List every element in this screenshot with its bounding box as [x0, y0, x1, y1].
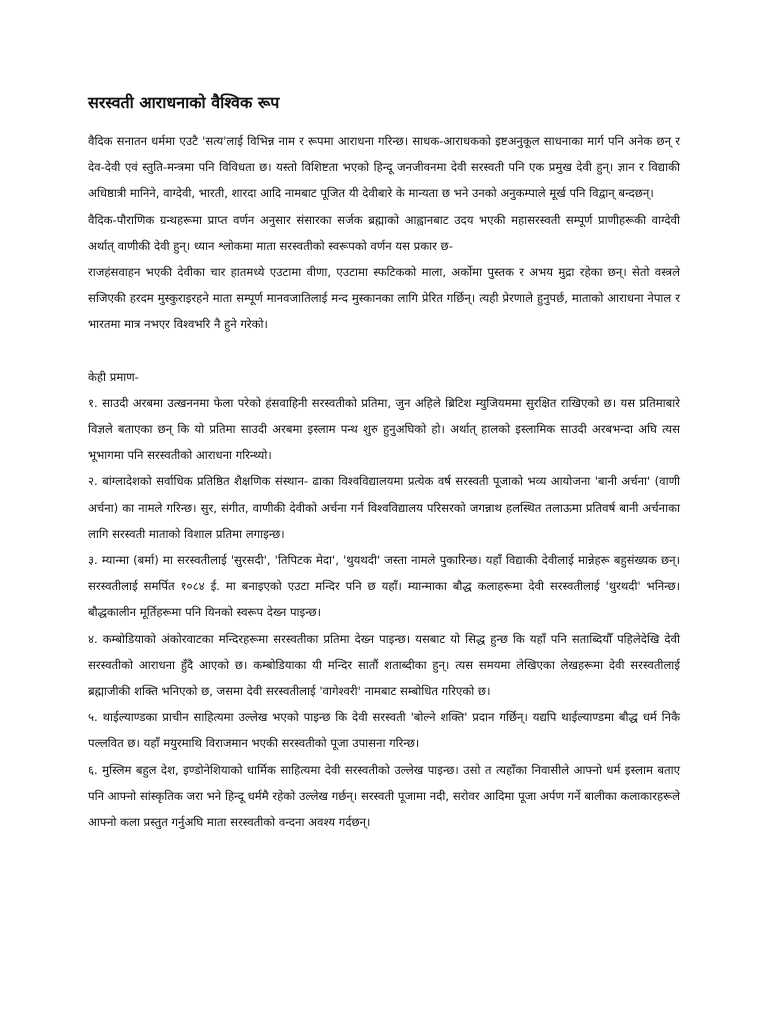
paragraph-spacer — [88, 338, 680, 364]
evidence-heading: केही प्रमाण- — [88, 369, 139, 384]
evidence-item-6: ६. मुस्लिम बहुल देश, इण्डोनेशियाको धार्मिक साहित्यमा देवी सरस्वतीको उल्लेख पाइन्छ। उसो त त्यहाँका निवासीले आफ्नो धर्म इस्लाम बताए पनि आफ्नो सांस्कृतिक जरा भने हिन्दू धर्ममै रहेको उल्लेख गर्छन्। सरस्वती पूजामा नदी, सरोवर आदिमा पूजा अर्पण गर्ने बालीका कलाकारहरूले आफ्नो कला प्रस्तुत गर्नुअघि माता सरस्वतीको वन्दना अवश्य गर्दछन्। — [88, 762, 680, 830]
evidence-item-5: ५. थाईल्याण्डका प्राचीन साहित्यमा उल्लेख भएको पाइन्छ कि देवी सरस्वती 'बोल्ने शक्ति' प्रदान गर्छिन्। यद्यपि थाईल्याण्डमा बौद्ध धर्म निकै पल्लवित छ। यहाँ मयुरमाथि विराजमान भएकी सरस्वतीको पूजा उपासना गरिन्छ। — [88, 710, 680, 751]
evidence-item-4: ४. कम्बोडियाको अंकोरवाटका मन्दिरहरूमा सरस्वतीका प्रतिमा देख्न पाइन्छ। यसबाट यो सिद्ध हुन्छ कि यहाँ पनि सताब्दियौँ पहिलेदेखि देवी सरस्वतीको आराधना हुँदै आएको छ। कम्बोडियाका यी मन्दिर सातौं शताब्दीका हुन्। त्यस समयमा लेखिएका लेखहरूमा देवी सरस्वतीलाई ब्रह्माजीकी शक्ति भनिएको छ, जसमा देवी सरस्वतीलाई 'वागेश्वरी' नामबाट सम्बोधित गरिएको छ। — [88, 631, 680, 699]
evidence-item-3: ३. म्यान्मा (बर्मा) मा सरस्वतीलाई 'सुरसदी', 'तिपिटक मेदा', 'थुयथदी' जस्ता नामले पुकारिन्छ। यहाँ विद्याकी देवीलाई मान्नेहरू बहुसंख्यक छन्। सरस्वतीलाई समर्पित १०८४ ई. मा बनाइएको एउटा मन्दिर पनि छ यहाँ। म्यान्माका बौद्ध कलाहरूमा देवी सरस्वतीलाई 'थुरथदी' भनिन्छ। बौद्धकालीन मूर्तिहरूमा पनि यिनको स्वरूप देख्न पाइन्छ। — [88, 553, 680, 620]
evidence-item-1: १. साउदी अरबमा उत्खननमा फेला परेको हंसवाहिनी सरस्वतीको प्रतिमा, जुन अहिले ब्रिटिश म्युजियममा सुरक्षित राखिएको छ। यस प्रतिमाबारे विज्ञले बताएका छन् कि यो प्रतिमा साउदी अरबमा इस्लाम पन्थ शुरु हुनुअघिको हो। अर्थात् हालको इस्लामिक साउदी अरबभन्दा अघि त्यस भूभागमा पनि सरस्वतीको आराधना गरिन्थ्यो। — [88, 395, 680, 463]
page-title: सरस्वती आराधनाको वैश्विक रूप — [88, 93, 280, 112]
intro-paragraph-2: वैदिक-पौराणिक ग्रन्थहरूमा प्राप्त वर्णन अनुसार संसारका सर्जक ब्रह्माको आह्वानबाट उदय भएकी महासरस्वती सम्पूर्ण प्राणीहरूकी वाग्देवी अर्थात् वाणीकी देवी हुन्। ध्यान श्लोकमा माता सरस्वतीको स्वरूपको वर्णन यस प्रकार छ- — [88, 212, 680, 253]
intro-paragraph-3: राजहंसवाहन भएकी देवीका चार हातमध्ये एउटामा वीणा, एउटामा स्फटिकको माला, अर्कोमा पुस्तक र अभय मुद्रा रहेका छन्। सेतो वस्त्रले सजिएकी हरदम मुस्कुराइरहने माता सम्पूर्ण मानवजातिलाई मन्द मुस्कानका लागि प्रेरित गर्छिन्। त्यही प्रेरणाले हुनुपर्छ, माताको आराधना नेपाल र भारतमा मात्र नभएर विश्वभरि नै हुने गरेको। — [88, 265, 680, 332]
evidence-item-2: २. बांग्लादेशको सर्वाधिक प्रतिष्ठित शैक्षणिक संस्थान- ढाका विश्वविद्यालयमा प्रत्येक वर्ष सरस्वती पूजाको भव्य आयोजना 'बानी अर्चना' (वाणी अर्चना) का नामले गरिन्छ। सुर, संगीत, वाणीकी देवीको अर्चना गर्न विश्वविद्यालय परिसरको जगन्नाथ हलस्थित तलाऊमा प्रतिवर्ष बानी अर्चनाका लागि सरस्वती माताको विशाल प्रतिमा लगाइन्छ। — [88, 474, 680, 541]
article-body — [88, 92, 680, 835]
intro-paragraph-1: वैदिक सनातन धर्ममा एउटै 'सत्य'लाई विभिन्न नाम र रूपमा आराधना गरिन्छ। साधक-आराधकको इष्टअनुकूल साधनाका मार्ग पनि अनेक छन् र देव-देवी एवं स्तुति-मन्त्रमा पनि विविधता छ। यस्तो विशिष्टता भएको हिन्दू जनजीवनमा देवी सरस्वती पनि एक प्रमुख देवी हुन्। ज्ञान र विद्याकी अधिष्ठात्री मानिने, वाग्देवी, भारती, शारदा आदि नामबाट पूजित यी देवीबारे के मान्यता छ भने उनको अनुकम्पाले मूर्ख पनि विद्वान् बन्दछन्। — [88, 134, 680, 201]
